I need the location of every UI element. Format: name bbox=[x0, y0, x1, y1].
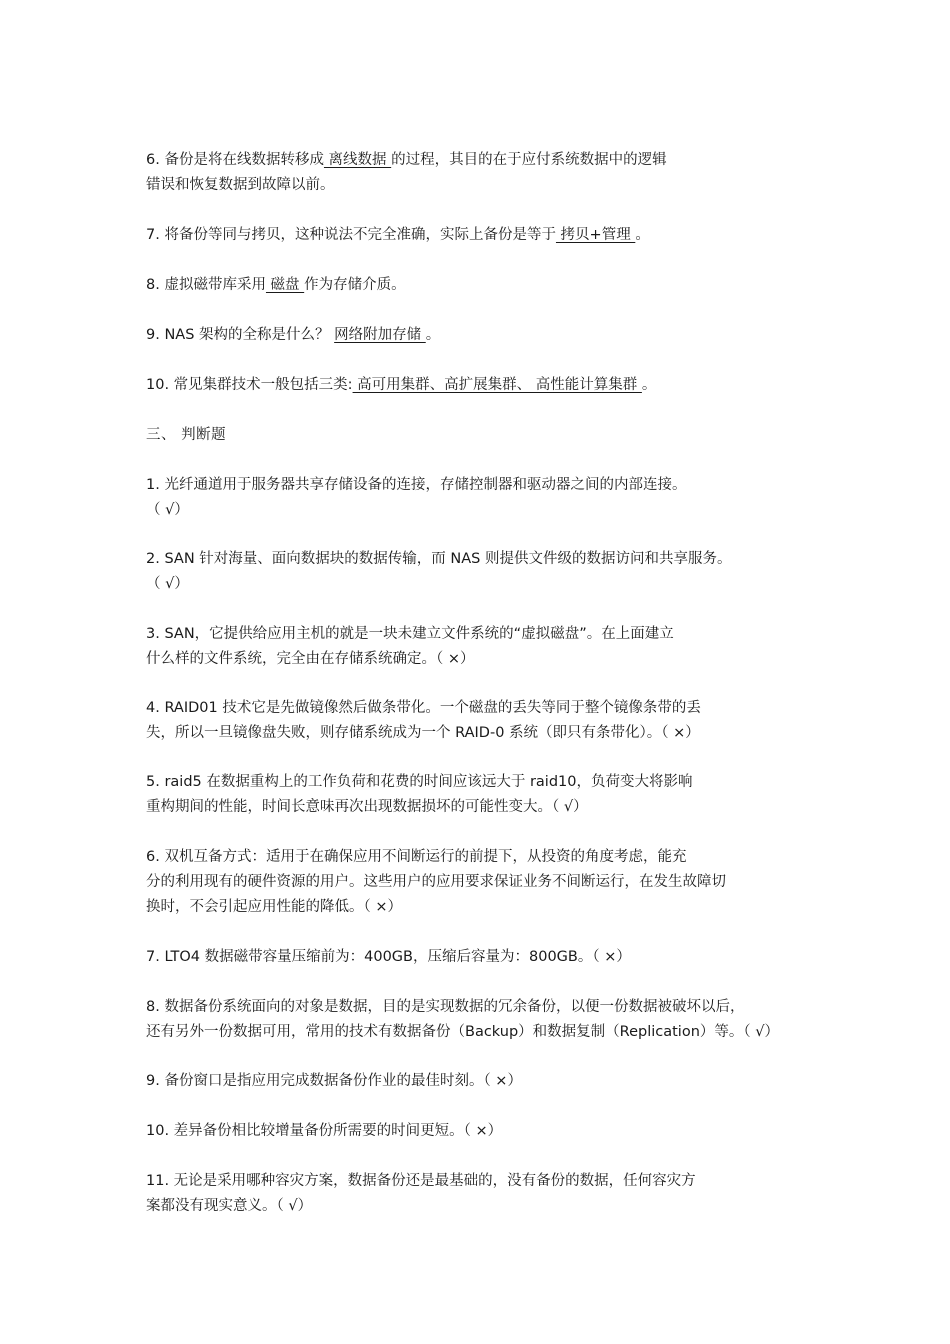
answer-blank: 离线数据 bbox=[323, 152, 392, 168]
item-line: 还有另外一份数据可用，常用的技术有数据备份（Backup）和数据复制（Replication）等。（ √） bbox=[146, 1024, 779, 1040]
item-line: （ √） bbox=[146, 576, 189, 592]
question-text: 。 bbox=[635, 227, 650, 243]
question-text: 。 bbox=[425, 327, 441, 343]
question-text: 10. 常见集群技术一般包括三类: bbox=[146, 377, 353, 393]
question-text: 作为存储介质。 bbox=[304, 277, 406, 293]
item-line: 1. 光纤通道用于服务器共享存储设备的连接，存储控制器和驱动器之间的内部连接。 bbox=[146, 477, 687, 493]
item-line: 分的利用现有的硬件资源的用户。这些用户的应用要求保证业务不间断运行，在发生故障切 bbox=[146, 874, 726, 890]
item-line: 5. raid5 在数据重构上的工作负荷和花费的时间应该远大于 raid10，负荷变大将影响 bbox=[146, 774, 693, 790]
judgement-item-7 bbox=[146, 945, 846, 970]
item-line: 6. 双机互备方式：适用于在确保应用不间断运行的前提下，从投资的角度考虑，能充 bbox=[146, 849, 687, 865]
item-line: 9. 备份窗口是指应用完成数据备份作业的最佳时刻。（ ×） bbox=[146, 1073, 522, 1089]
question-text: 9. NAS 架构的全称是什么？ bbox=[146, 327, 335, 343]
judgement-item-3 bbox=[146, 622, 846, 672]
fill-item-8 bbox=[146, 273, 846, 298]
section-heading: 三、 判断题 bbox=[146, 427, 227, 443]
question-text: 错误和恢复数据到故障以前。 bbox=[146, 177, 335, 193]
fill-item-6 bbox=[146, 148, 846, 198]
fill-item-9 bbox=[146, 323, 846, 348]
item-line: 换时，不会引起应用性能的降低。（ ×） bbox=[146, 899, 403, 915]
item-line: 4. RAID01 技术它是先做镜像然后做条带化。一个磁盘的丢失等同于整个镜像条带的丢 bbox=[146, 700, 701, 716]
fill-item-10 bbox=[146, 373, 846, 398]
item-line: 2. SAN 针对海量、面向数据块的数据传输，而 NAS 则提供文件级的数据访问和共享服务。 bbox=[146, 551, 732, 567]
question-text: 的过程，其目的在于应付系统数据中的逻辑 bbox=[391, 152, 667, 168]
question-text: 6. 备份是将在线数据转移成 bbox=[146, 152, 324, 168]
judgement-item-5 bbox=[146, 770, 846, 820]
answer-blank: 高可用集群、高扩展集群、 高性能计算集群 bbox=[352, 377, 642, 393]
question-text: 8. 虚拟磁带库采用 bbox=[146, 277, 266, 293]
item-line: 7. LTO4 数据磁带容量压缩前为：400GB，压缩后容量为：800GB。（ ×） bbox=[146, 949, 631, 965]
judgement-item-1 bbox=[146, 473, 846, 523]
item-line: 10. 差异备份相比较增量备份所需要的时间更短。（ ×） bbox=[146, 1123, 503, 1139]
judgement-item-11 bbox=[146, 1169, 846, 1219]
item-line: 重构期间的性能，时间长意味再次出现数据损坏的可能性变大。（ √） bbox=[146, 799, 588, 815]
judgement-item-2 bbox=[146, 547, 846, 597]
fill-item-7 bbox=[146, 223, 846, 248]
item-line: 案都没有现实意义。（ √） bbox=[146, 1198, 313, 1214]
item-line: 8. 数据备份系统面向的对象是数据，目的是实现数据的冗余备份，以便一份数据被破坏以后， bbox=[146, 999, 745, 1015]
item-line: 失，所以一旦镜像盘失败，则存储系统成为一个 RAID-0 系统（即只有条带化）。（ ×） bbox=[146, 725, 700, 741]
item-line: 11. 无论是采用哪种容灾方案，数据备份还是最基础的，没有备份的数据，任何容灾方 bbox=[146, 1173, 696, 1189]
answer-blank: 网络附加存储 bbox=[334, 327, 426, 343]
judgement-item-6 bbox=[146, 845, 846, 920]
item-line: 什么样的文件系统，完全由在存储系统确定。（ ×） bbox=[146, 651, 475, 667]
answer-blank: 拷贝+管理 bbox=[555, 227, 636, 243]
question-text: 。 bbox=[641, 377, 657, 393]
answer-blank: 磁盘 bbox=[265, 277, 305, 293]
judgement-item-10 bbox=[146, 1119, 846, 1144]
item-line: 3. SAN，它提供给应用主机的就是一块未建立文件系统的“虚拟磁盘”。在上面建立 bbox=[146, 626, 674, 642]
question-text: 7. 将备份等同与拷贝，这种说法不完全准确，实际上备份是等于 bbox=[146, 227, 556, 243]
judgement-item-8 bbox=[146, 995, 846, 1045]
judgement-item-4 bbox=[146, 696, 846, 746]
item-line: （ √） bbox=[146, 502, 189, 518]
judgement-item-9 bbox=[146, 1069, 846, 1094]
